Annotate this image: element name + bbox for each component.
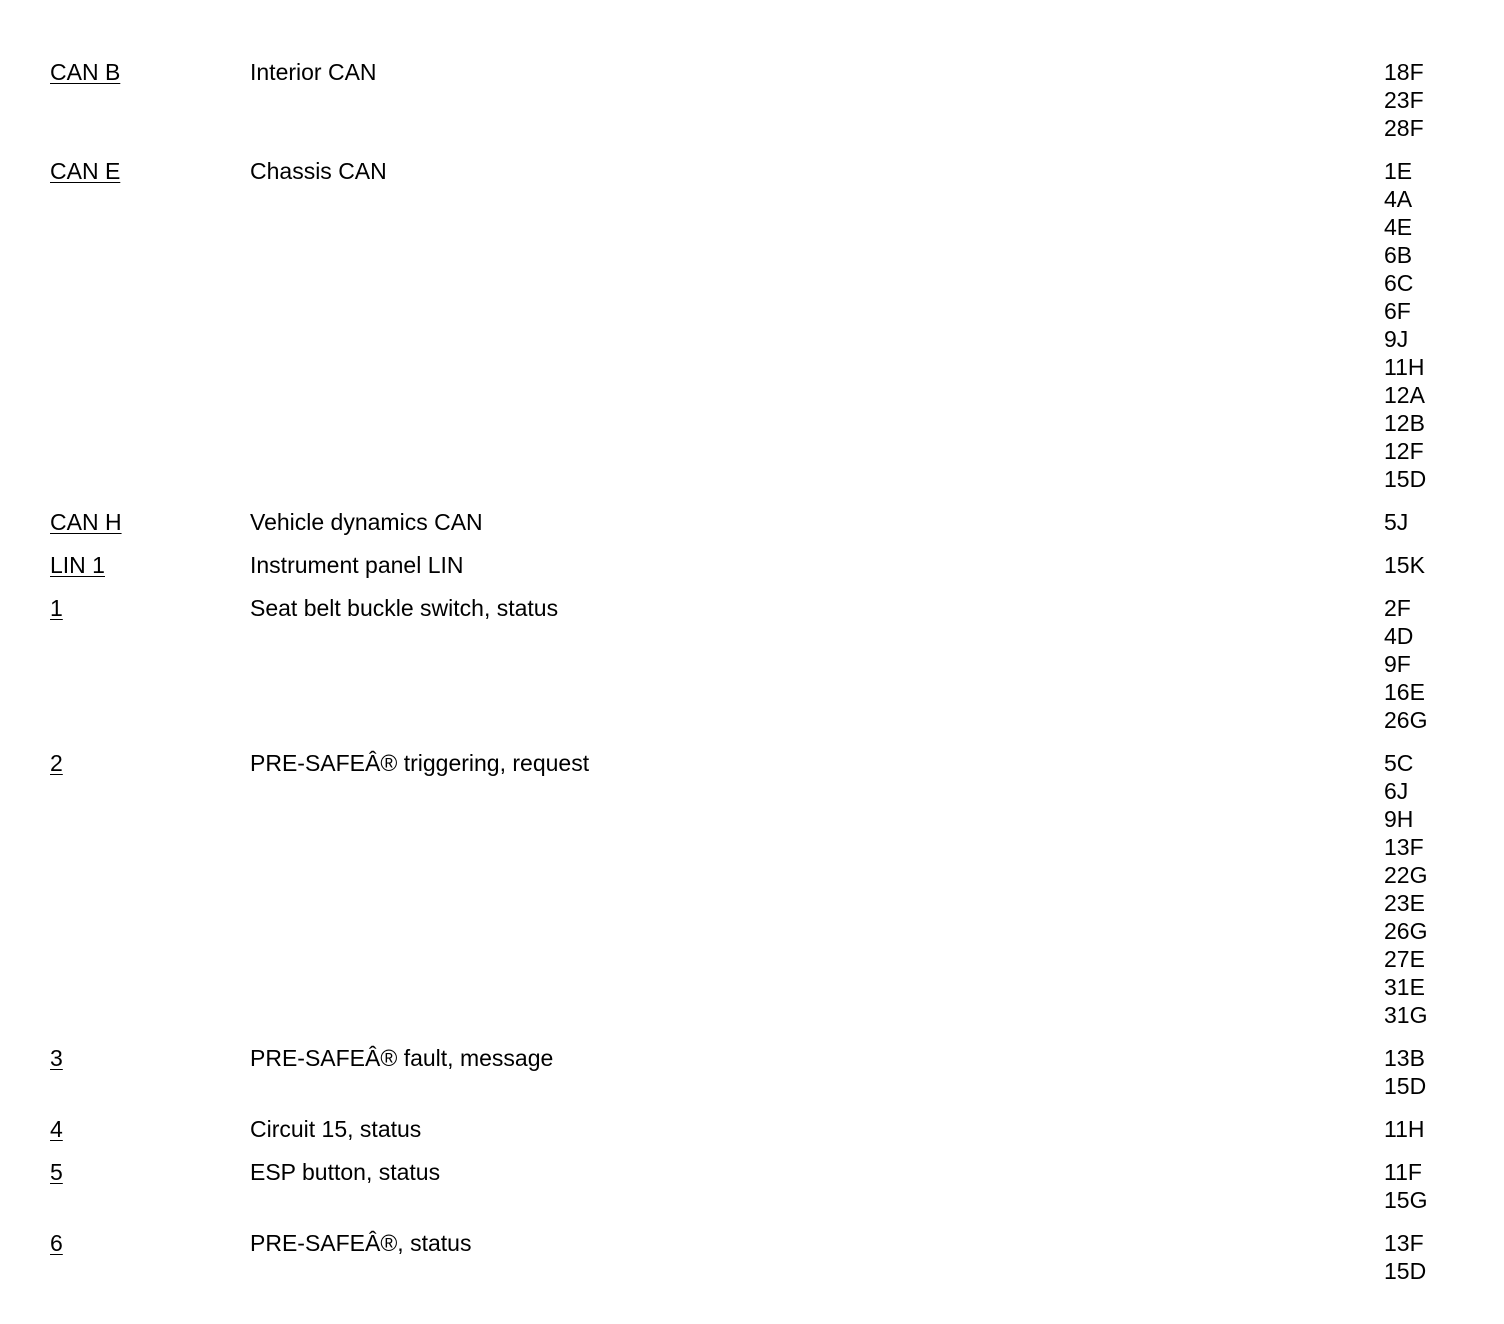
signal-description: PRE-SAFEÂ® fault, message — [250, 1045, 554, 1071]
grid-reference: 27E — [1384, 946, 1425, 972]
signal-description: Seat belt buckle switch, status — [250, 595, 559, 621]
grid-reference: 13F — [1384, 1230, 1424, 1256]
legend-entry — [50, 1158, 1470, 1214]
grid-reference: 4A — [1384, 186, 1413, 212]
signal-legend — [50, 58, 1470, 1300]
signal-description: ESP button, status — [250, 1159, 441, 1185]
signal-description: Instrument panel LIN — [250, 552, 464, 578]
grid-reference-list — [1384, 551, 1470, 579]
signal-code-link[interactable]: CAN B — [50, 59, 121, 85]
grid-reference: 11F — [1384, 1159, 1422, 1185]
legend-entry — [50, 551, 1470, 579]
legend-entry — [50, 1229, 1470, 1285]
grid-reference: 5C — [1384, 750, 1414, 776]
signal-code-link[interactable]: 1 — [50, 595, 63, 621]
grid-reference: 9H — [1384, 806, 1414, 832]
grid-reference: 15D — [1384, 1258, 1427, 1284]
grid-reference: 11H — [1384, 354, 1425, 380]
grid-reference: 4D — [1384, 623, 1414, 649]
grid-reference: 9F — [1384, 651, 1411, 677]
grid-reference: 4E — [1384, 214, 1413, 240]
signal-code-link[interactable]: 2 — [50, 750, 63, 776]
grid-reference-list — [1384, 1158, 1470, 1214]
grid-reference: 31G — [1384, 1002, 1428, 1028]
grid-reference: 12F — [1384, 438, 1424, 464]
legend-entry — [50, 1115, 1470, 1143]
grid-reference: 18F — [1384, 59, 1424, 85]
grid-reference: 15G — [1384, 1187, 1428, 1213]
legend-entry — [50, 1044, 1470, 1100]
grid-reference-list — [1384, 594, 1470, 734]
grid-reference: 12A — [1384, 382, 1425, 408]
grid-reference-list — [1384, 1229, 1470, 1285]
grid-reference: 1E — [1384, 158, 1413, 184]
signal-code-link[interactable]: 5 — [50, 1159, 63, 1185]
grid-reference: 26G — [1384, 707, 1428, 733]
grid-reference: 6J — [1384, 778, 1409, 804]
signal-description: Interior CAN — [250, 59, 377, 85]
signal-description: Circuit 15, status — [250, 1116, 422, 1142]
signal-code-link[interactable]: CAN E — [50, 158, 121, 184]
legend-entry — [50, 594, 1470, 734]
signal-description: Chassis CAN — [250, 158, 387, 184]
grid-reference: 22G — [1384, 862, 1428, 888]
grid-reference: 31E — [1384, 974, 1425, 1000]
grid-reference: 13B — [1384, 1045, 1425, 1071]
grid-reference: 28F — [1384, 115, 1424, 141]
grid-reference: 11H — [1384, 1116, 1425, 1142]
grid-reference: 12B — [1384, 410, 1425, 436]
grid-reference: 13F — [1384, 834, 1424, 860]
grid-reference: 9J — [1384, 326, 1409, 352]
signal-code-link[interactable]: 4 — [50, 1116, 63, 1142]
grid-reference: 2F — [1384, 595, 1411, 621]
signal-description: Vehicle dynamics CAN — [250, 509, 483, 535]
legend-entry — [50, 749, 1470, 1029]
grid-reference: 16E — [1384, 679, 1425, 705]
signal-description: PRE-SAFEÂ®, status — [250, 1230, 472, 1256]
grid-reference: 23E — [1384, 890, 1425, 916]
grid-reference-list — [1384, 157, 1470, 493]
grid-reference-list — [1384, 1044, 1470, 1100]
signal-code-link[interactable]: 3 — [50, 1045, 63, 1071]
legend-entry — [50, 508, 1470, 536]
grid-reference: 5J — [1384, 509, 1409, 535]
grid-reference-list — [1384, 508, 1470, 536]
signal-code-link[interactable]: 6 — [50, 1230, 63, 1256]
legend-entry — [50, 58, 1470, 142]
legend-entry — [50, 157, 1470, 493]
grid-reference-list — [1384, 58, 1470, 142]
grid-reference: 15D — [1384, 466, 1427, 492]
signal-code-link[interactable]: CAN H — [50, 509, 122, 535]
grid-reference: 6F — [1384, 298, 1411, 324]
grid-reference: 6B — [1384, 242, 1413, 268]
grid-reference: 26G — [1384, 918, 1428, 944]
grid-reference: 15D — [1384, 1073, 1427, 1099]
grid-reference-list — [1384, 1115, 1470, 1143]
signal-description: PRE-SAFEÂ® triggering, request — [250, 750, 590, 776]
grid-reference-list — [1384, 749, 1470, 1029]
grid-reference: 23F — [1384, 87, 1424, 113]
signal-code-link[interactable]: LIN 1 — [50, 552, 105, 578]
grid-reference: 15K — [1384, 552, 1425, 578]
grid-reference: 6C — [1384, 270, 1414, 296]
